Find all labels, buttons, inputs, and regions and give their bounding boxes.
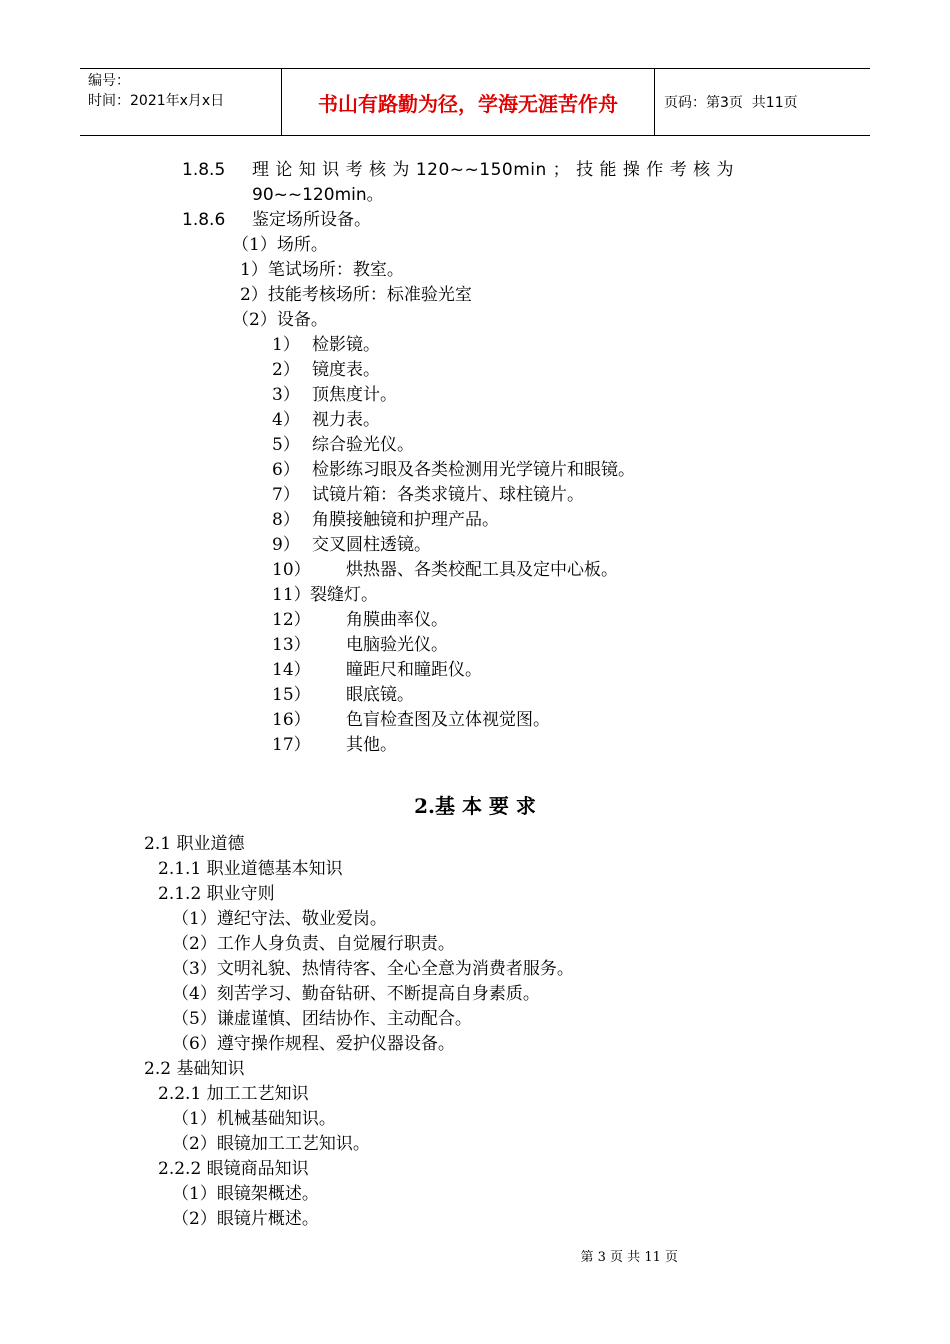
header-left-cell bbox=[80, 69, 282, 135]
rule-item: （6）遵守操作规程、爱护仪器设备。 bbox=[172, 1034, 455, 1054]
rule-item: （5）谦虚谨慎、团结协作、主动配合。 bbox=[172, 1009, 472, 1029]
venue-heading: （1）场所。 bbox=[232, 235, 328, 255]
equipment-item-text: 角膜曲率仪。 bbox=[346, 610, 448, 630]
list-item: （1）眼镜架概述。 bbox=[172, 1184, 319, 1204]
equipment-item-number: 3） bbox=[272, 385, 300, 405]
item-1-8-6-text: 鉴定场所设备。 bbox=[252, 210, 371, 230]
document-number-label: 编号： bbox=[88, 73, 130, 89]
heading-2-1-1: 2.1.1 职业道德基本知识 bbox=[158, 859, 343, 879]
equipment-item-number: 17） bbox=[272, 735, 311, 755]
page-info-text: 页码：第3页 共11页 bbox=[664, 95, 798, 111]
equipment-item-text: 试镜片箱：各类求镜片、球柱镜片。 bbox=[312, 485, 584, 505]
list-item: （2）眼镜片概述。 bbox=[172, 1209, 319, 1229]
heading-2-1: 2.1 职业道德 bbox=[144, 834, 245, 854]
equipment-item-number: 5） bbox=[272, 435, 300, 455]
equipment-item-number: 4） bbox=[272, 410, 300, 430]
heading-2-2-1: 2.2.1 加工工艺知识 bbox=[158, 1084, 309, 1104]
equipment-item-text: 检影练习眼及各类检测用光学镜片和眼镜。 bbox=[312, 460, 635, 480]
equipment-item-number: 10） bbox=[272, 560, 311, 580]
list-item: （1）机械基础知识。 bbox=[172, 1109, 336, 1129]
rule-item: （4）刻苦学习、勤奋钻研、不断提高自身素质。 bbox=[172, 984, 540, 1004]
item-1-8-5-line2: 90~~120min。 bbox=[252, 185, 384, 205]
equipment-heading: （2）设备。 bbox=[232, 310, 328, 330]
equipment-item-number: 11） bbox=[272, 585, 311, 605]
equipment-item-text: 烘热器、各类校配工具及定中心板。 bbox=[346, 560, 618, 580]
equipment-item-text: 色盲检查图及立体视觉图。 bbox=[346, 710, 550, 730]
equipment-item-text: 瞳距尺和瞳距仪。 bbox=[346, 660, 482, 680]
motto-text: 书山有路勤为径，学海无涯苦作舟 bbox=[318, 91, 618, 116]
equipment-item-number: 9） bbox=[272, 535, 300, 555]
rule-item: （2）工作人身负责、自觉履行职责。 bbox=[172, 934, 455, 954]
equipment-item-number: 8） bbox=[272, 510, 300, 530]
heading-2-2-2: 2.2.2 眼镜商品知识 bbox=[158, 1159, 309, 1179]
equipment-item-text: 视力表。 bbox=[312, 410, 380, 430]
rule-item: （1）遵纪守法、敬业爱岗。 bbox=[172, 909, 387, 929]
equipment-item-number: 2） bbox=[272, 360, 300, 380]
list-item: （2）眼镜加工工艺知识。 bbox=[172, 1134, 370, 1154]
venue-item: 1）笔试场所：教室。 bbox=[240, 260, 404, 280]
header-page-info bbox=[654, 69, 870, 135]
equipment-item-text: 检影镜。 bbox=[312, 335, 380, 355]
equipment-item-number: 13） bbox=[272, 635, 311, 655]
heading-2-1-2: 2.1.2 职业守则 bbox=[158, 884, 275, 904]
equipment-item-number: 15） bbox=[272, 685, 311, 705]
heading-2-2: 2.2 基础知识 bbox=[144, 1059, 245, 1079]
footer-page-number: 第 3 页 共 11 页 bbox=[580, 1250, 678, 1265]
header-motto bbox=[282, 69, 655, 135]
equipment-item-number: 6） bbox=[272, 460, 300, 480]
equipment-item-text: 综合验光仪。 bbox=[312, 435, 414, 455]
document-date: 时间：2021年x月x日 bbox=[88, 93, 225, 109]
equipment-item-text: 电脑验光仪。 bbox=[346, 635, 448, 655]
equipment-item-text: 角膜接触镜和护理产品。 bbox=[312, 510, 499, 530]
rule-item: （3）文明礼貌、热情待客、全心全意为消费者服务。 bbox=[172, 959, 574, 979]
equipment-item-text: 镜度表。 bbox=[312, 360, 380, 380]
section-2-title-text: 2.基 本 要 求 bbox=[414, 794, 536, 818]
equipment-item-number: 14） bbox=[272, 660, 311, 680]
equipment-item-number: 12） bbox=[272, 610, 311, 630]
equipment-item-number: 1） bbox=[272, 335, 300, 355]
equipment-item-number: 16） bbox=[272, 710, 311, 730]
page-header bbox=[80, 68, 870, 136]
equipment-item-text: 眼底镜。 bbox=[346, 685, 414, 705]
section-2-title bbox=[0, 792, 950, 820]
equipment-item-number: 7） bbox=[272, 485, 300, 505]
equipment-item-text: 顶焦度计。 bbox=[312, 385, 397, 405]
equipment-item-text: 交叉圆柱透镜。 bbox=[312, 535, 431, 555]
item-1-8-5-line1: 理 论 知 识 考 核 为 120~~150min ； 技 能 操 作 考 核 为 bbox=[252, 160, 734, 180]
item-1-8-6-number: 1.8.6 bbox=[182, 210, 226, 230]
item-1-8-5-number: 1.8.5 bbox=[182, 160, 226, 180]
equipment-item-text: 其他。 bbox=[346, 735, 397, 755]
equipment-item-text: 裂缝灯。 bbox=[310, 585, 378, 605]
page-footer bbox=[0, 1246, 950, 1265]
venue-item: 2）技能考核场所：标准验光室 bbox=[240, 285, 472, 305]
